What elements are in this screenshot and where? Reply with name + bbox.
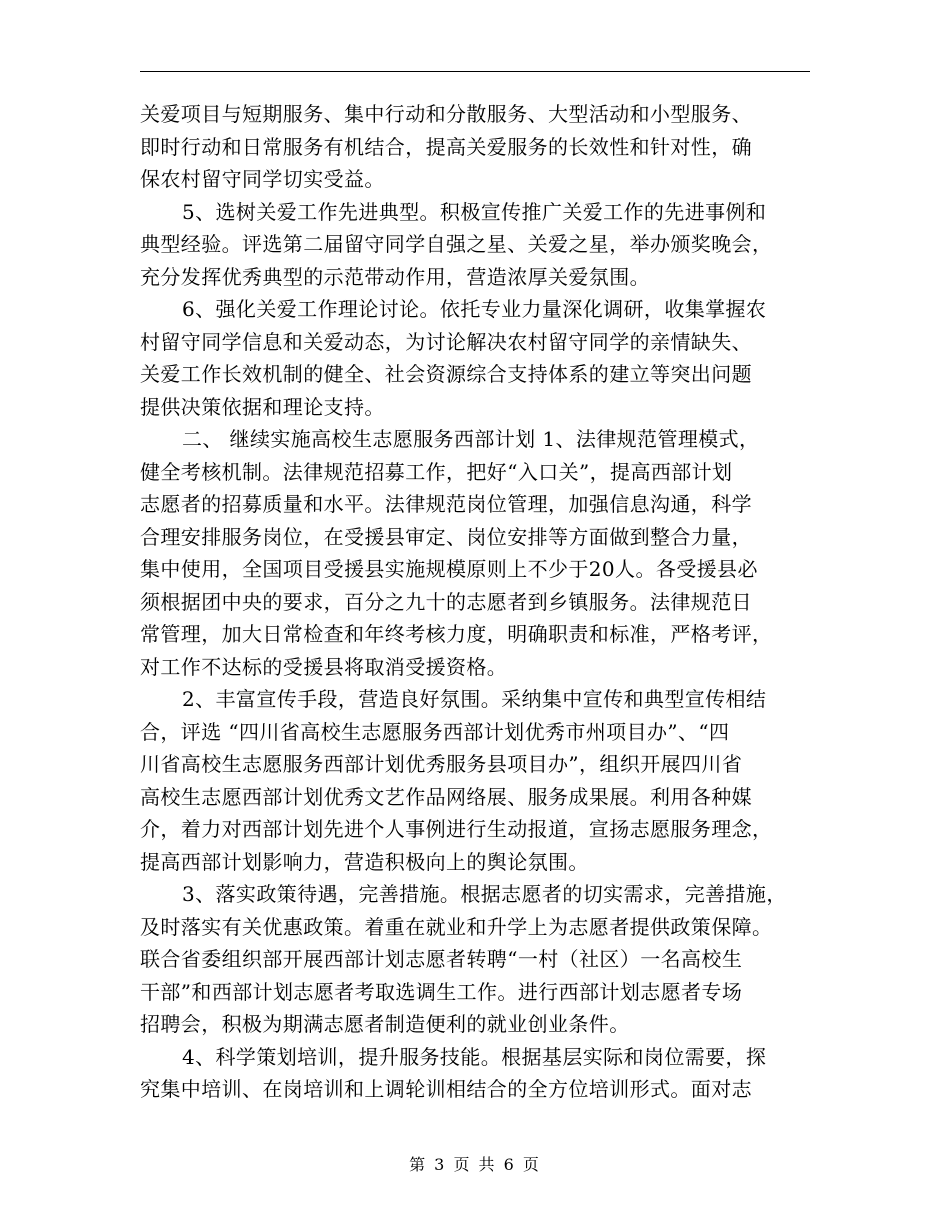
text-line: 2、丰富宣传手段，营造良好氛围。采纳集中宣传和典型宣传相结 [182, 687, 767, 711]
text-line: 3、落实政策待遇，完善措施。根据志愿者的切实需求，完善措施， [182, 882, 787, 906]
text-line: 5、选树关爱工作先进典型。积极宣传推广关爱工作的先进事例和 [182, 199, 767, 224]
text-line: 提高西部计划影响力，营造积极向上的舆论氛围。 [140, 849, 589, 874]
text-line: 村留守同学信息和关爱动态，为讨论解决农村留守同学的亲情缺失、 [140, 329, 752, 354]
text-line: 川省高校生志愿服务西部计划优秀服务县项目办”，组织开展四川省 [140, 752, 743, 776]
text-line: 二、 继续实施高校生志愿服务西部计划 1、法律规范管理模式， [182, 427, 760, 451]
text-line: 须根据团中央的要求，百分之九十的志愿者到乡镇服务。法律规范日 [140, 589, 752, 614]
text-line: 对工作不达标的受援县将取消受援资格。 [140, 654, 508, 679]
text-line: 充分发挥优秀典型的示范带动作用，营造浓厚关爱氛围。 [140, 264, 650, 289]
text-line: 集中使用，全国项目受援县实施规模原则上不少于20人。各受援县必 [140, 557, 758, 581]
page-number: 第 3 页 共 6 页 [409, 1155, 541, 1174]
text-line: 介，着力对西部计划先进个人事例进行生动报道，宣扬志愿服务理念， [140, 817, 773, 841]
text-line: 提供决策依据和理论支持。 [140, 394, 385, 419]
text-line: 干部”和西部计划志愿者考取选调生工作。进行西部计划志愿者专场 [140, 979, 743, 1004]
text-line: 志愿者的招募质量和水平。法律规范岗位管理，加强信息沟通，科学 [140, 492, 752, 516]
text-line: 保农村留守同学切实受益。 [140, 167, 385, 191]
text-line: 关爱工作长效机制的健全、社会资源综合支持体系的建立等突出问题 [140, 362, 752, 386]
text-line: 4、科学策划培训，提升服务技能。根据基层实际和岗位需要，探 [182, 1044, 767, 1069]
text-line: 高校生志愿西部计划优秀文艺作品网络展、服务成果展。利用各种媒 [140, 784, 752, 809]
text-line: 健全考核机制。法律规范招募工作，把好“入口关”，提高西部计划 [140, 459, 733, 484]
text-line: 即时行动和日常服务有机结合，提高关爱服务的长效性和针对性，确 [140, 134, 752, 159]
text-line: 典型经验。评选第二届留守同学自强之星、关爱之星，举办颁奖晚会， [140, 232, 773, 256]
text-line: 合，评选 “四川省高校生志愿服务西部计划优秀市州项目办”、“四 [140, 719, 730, 744]
text-line: 及时落实有关优惠政策。着重在就业和升学上为志愿者提供政策保障。 [140, 914, 773, 939]
text-line: 联合省委组织部开展西部计划志愿者转聘“一村（社区）一名高校生 [140, 947, 743, 971]
text-line: 合理安排服务岗位，在受援县审定、岗位安排等方面做到整合力量， [140, 524, 752, 549]
text-line: 招聘会，积极为期满志愿者制造便利的就业创业条件。 [140, 1012, 630, 1036]
document-body [140, 98, 820, 1106]
text-line: 究集中培训、在岗培训和上调轮训相结合的全方位培训形式。面对志 [140, 1077, 752, 1101]
text-line: 关爱项目与短期服务、集中行动和分散服务、大型活动和小型服务、 [140, 102, 752, 126]
header-rule [140, 71, 810, 72]
text-line: 常管理，加大日常检查和年终考核力度，明确职责和标准，严格考评， [140, 622, 773, 646]
text-line: 6、强化关爱工作理论讨论。依托专业力量深化调研，收集掌握农 [182, 297, 767, 321]
